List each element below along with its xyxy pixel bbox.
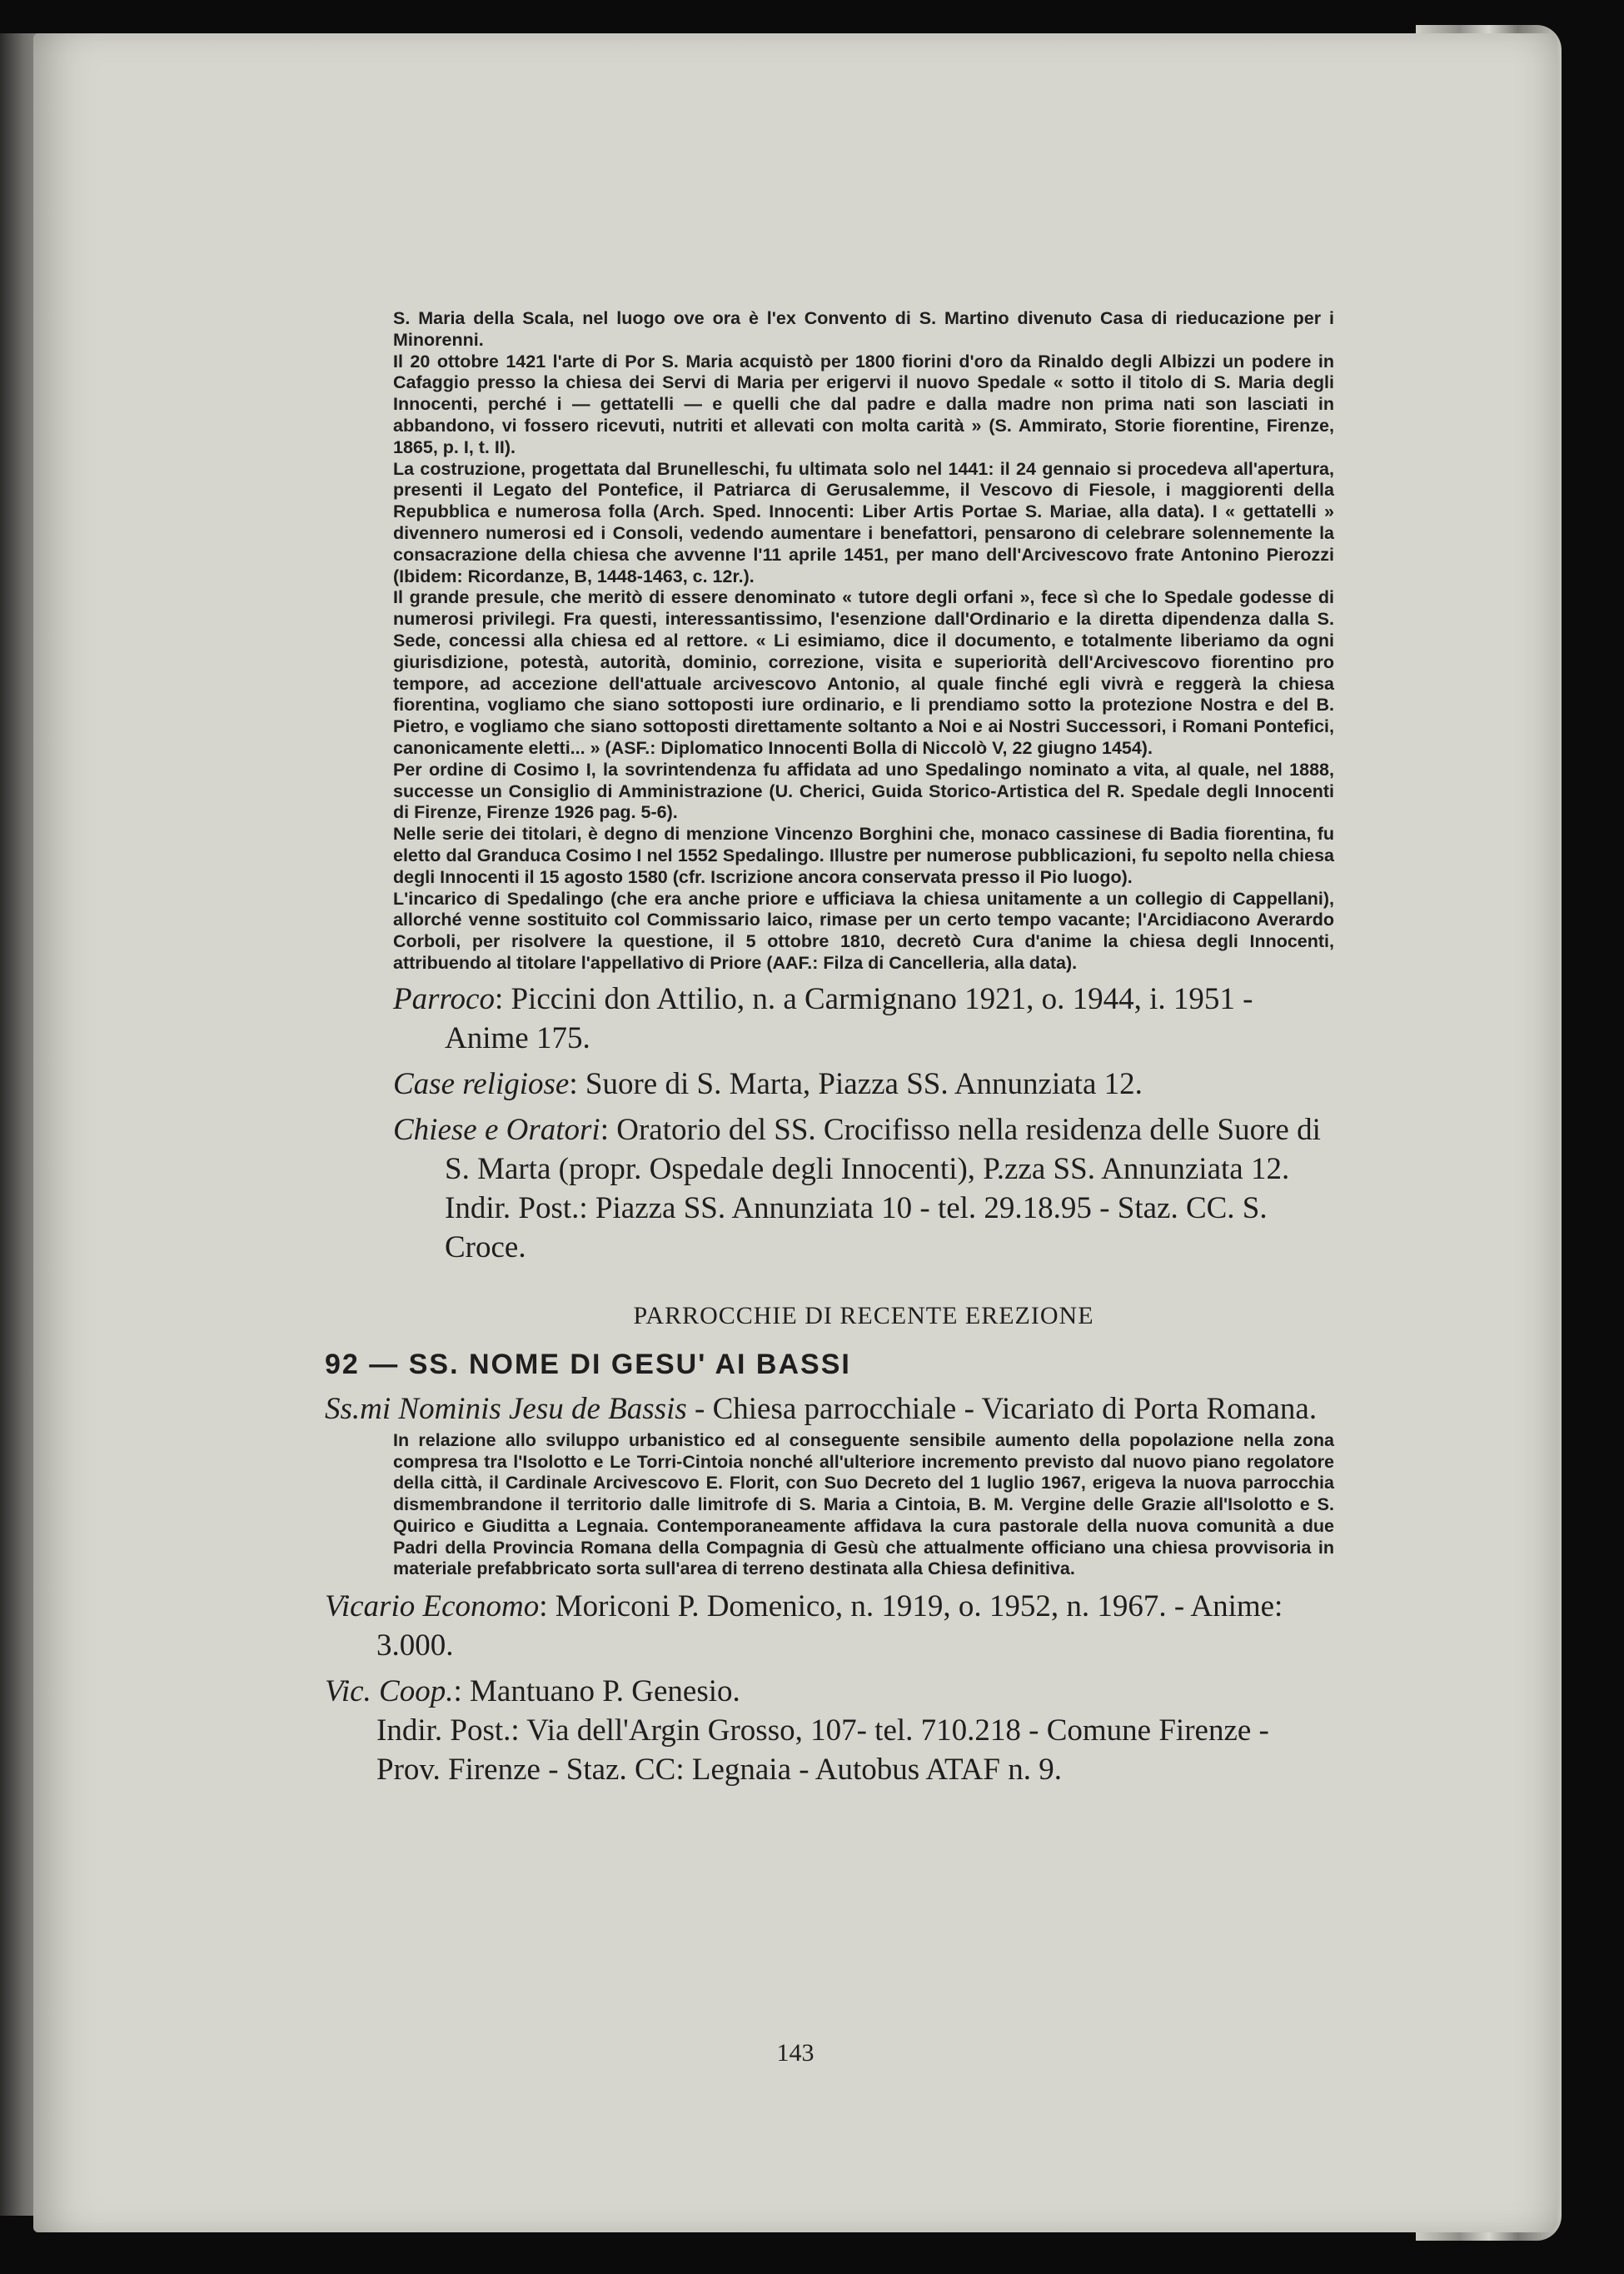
case-text: Suore di S. Marta, Piazza SS. Annunziata 12. — [585, 1066, 1143, 1101]
case-entry: Case religiose: Suore di S. Marta, Piazza SS. Annunziata 12. — [393, 1066, 1143, 1101]
parish-92-note — [393, 1430, 1334, 1581]
coop-entry: Vic. Coop.: Mantuano P. Genesio. — [325, 1674, 740, 1709]
parish-description: - Chiesa parrocchiale - Vicariato di Porta Romana. — [695, 1391, 1318, 1426]
book-page — [33, 33, 1557, 2232]
parish-name-entry — [325, 1389, 1334, 1429]
text-column — [325, 308, 1334, 1789]
parish-91-details — [393, 980, 1334, 1267]
history-paragraph: Il grande presule, che meritò di essere denominato « tutore degli orfani », fece sì che lo Spedale godesse di numerosi privilegi. Fra questi, interessantissimo, l'esenzione dall'Ordinario e la diretta dipendenza dalla S. Sede, concessi alla chiesa ed al rettore. « Li esimiamo, dice il documento, e totalmente liberiamo da ogni giurisdizione, potestà, autorità, dominio, correzione, visita e superiorità dell'Arcivescovo fiorentino pro tempore, ad accezione dell'attuale arcivescovo Antonio, al quale finché egli vivrà e reggerà la chiesa fiorentina, vogliamo che siano sottoposti iure ordinario, e li prendiamo sotto la protezione Nostra e del B. Pietro, e vogliamo che siano sottoposti direttamente soltanto a Noi e ai Nostri Successori, i Romani Pontefici, canonicamente eletti... » (ASF.: Diplomatico Innocenti Bolla di Niccolò V, 22 giugno 1454). — [393, 587, 1334, 758]
vicario-entry: Vicario Economo: Moriconi P. Domenico, n. 1919, o. 1952, n. 1967. - Anime: 3.000. — [325, 1589, 1283, 1663]
history-paragraph: Nelle serie dei titolari, è degno di menzione Vincenzo Borghini che, monaco cassinese di Badia fiorentina, fu eletto dal Granduca Cosimo I nel 1552 Spedalingo. Illustre per numerose pubblicazioni, fu sepolto nella chiesa degli Innocenti il 15 agosto 1580 (cfr. Iscrizione ancora conservata presso il Pio luogo). — [393, 824, 1334, 887]
history-paragraph: La costruzione, progettata dal Brunelleschi, fu ultimata solo nel 1441: il 24 gennaio si procedeva all'apertura, presenti il Legato del Pontefice, il Patriarca di Gerusalemme, il Vescovo di Fiesole, i maggiorenti della Repubblica e numerosa folla (Arch. Sped. Innocenti: Liber Artis Portae S. Mariae, alla data). I « gettatelli » divennero numerosi ed i Consoli, vedendo aumentare i benefattori, pensarono di celebrare solennemente la consacrazione della chiesa che avvenne l'11 aprile 1451, per mano dell'Arcivescovo frate Antonino Pierozzi (Ibidem: Ricordanze, B, 1448-1463, c. 12r.). — [393, 458, 1334, 586]
case-label: Case religiose — [393, 1066, 570, 1101]
coop-label: Vic. Coop. — [325, 1674, 454, 1709]
chiese-address: Indir. Post.: Piazza SS. Annunziata 10 - tel. 29.18.95 - Staz. CC. S. Croce. — [445, 1190, 1268, 1264]
history-paragraph: Il 20 ottobre 1421 l'arte di Por S. Maria acquistò per 1800 fiorini d'oro da Rinaldo degli Albizzi un podere in Cafaggio presso la chiesa dei Servi di Maria per erigervi il nuovo Spedale « sotto il titolo di S. Maria degli Innocenti, perché i — gettatelli — e quelli che dal padre e dalla madre non prima nati son lasciati in abbandono, vi fossero ricevuti, nutriti et allevati con molta carità » (S. Ammirato, Storie fiorentine, Firenze, 1865, p. I, t. II). — [393, 351, 1334, 457]
parroco-label: Parroco — [393, 981, 495, 1016]
coop-text: Mantuano P. Genesio. — [470, 1674, 740, 1709]
page-number: 143 — [776, 2039, 814, 2067]
parroco-text: Piccini don Attilio, n. a Carmignano 1921, o. 1944, i. 1951 - Anime 175. — [445, 981, 1253, 1055]
parish-title: 92 — SS. NOME DI GESU' AI BASSI — [325, 1348, 851, 1380]
parish-latin-name: Ss.mi Nominis Jesu de Bassis — [325, 1391, 687, 1426]
parish-note-text: In relazione allo sviluppo urbanistico ed al conseguente sensibile aumento della popolazione nella zona compresa tra l'Isolotto e Le Torri-Cintoia nonché all'ulteriore incremento previsto dal nuovo piano regolatore della città, il Cardinale Arcivescovo E. Florit, con Suo Decreto del 1 luglio 1967, erigeva la nuova parrocchia dismembrandone il territorio dalle limitrofe di S. Maria a Cintoia, B. M. Vergine delle Grazie all'Isolotto e S. Quirico e Giuditta a Legnaia. Contemporaneamente affidava la cura pastorale della nuova comunità a due Padri della Provincia Romana della Compagnia di Gesù che attualmente officiano una chiesa provvisoria in materiale prefabbricato sorta sull'area di terreno destinata alla Chiesa definitiva. — [393, 1429, 1334, 1579]
vicario-label: Vicario Economo — [325, 1589, 540, 1624]
section-heading: PARROCCHIE DI RECENTE EREZIONE — [633, 1301, 1094, 1329]
history-paragraph: S. Maria della Scala, nel luogo ove ora è l'ex Convento di S. Martino divenuto Casa di rieducazione per i Minorenni. — [393, 308, 1334, 350]
history-paragraph: Per ordine di Cosimo I, la sovrintendenza fu affidata ad uno Spedalingo nominato a vita, al quale, nel 1888, successe un Consiglio di Amministrazione (U. Cherici, Guida Storico-Artistica del R. Spedale degli Innocenti di Firenze, Firenze 1926 pag. 5-6). — [393, 759, 1334, 823]
history-note — [393, 308, 1334, 975]
parish-92-address: Indir. Post.: Via dell'Argin Grosso, 107- tel. 710.218 - Comune Firenze - Prov. Firenze - Staz. CC: Legnaia - Autobus ATAF n. 9. — [376, 1713, 1269, 1788]
vicario-text: Moriconi P. Domenico, n. 1919, o. 1952, n. 1967. - Anime: 3.000. — [376, 1589, 1283, 1663]
parish-92-staff — [325, 1587, 1334, 1789]
chiese-label: Chiese e Oratori — [393, 1112, 600, 1147]
parroco-entry: Parroco: Piccini don Attilio, n. a Carmignano 1921, o. 1944, i. 1951 - Anime 175. — [393, 981, 1253, 1055]
history-paragraph: L'incarico di Spedalingo (che era anche priore e ufficiava la chiesa unitamente a un collegio di Cappellani), allorché venne sostituito col Commissario laico, rimase per un certo tempo vacante; l'Arcidiacono Averardo Corboli, per risolvere la questione, il 5 ottobre 1810, decretò Cura d'anime la chiesa degli Innocenti, attribuendo al titolare l'appellativo di Priore (AAF.: Filza di Cancelleria, alla data). — [393, 888, 1334, 973]
chiese-entry: Chiese e Oratori: Oratorio del SS. Crocifisso nella residenza delle Suore di S. Marta (propr. Ospedale degli Innocenti), P.zza SS. Annunziata 12. — [393, 1112, 1321, 1186]
chiese-text: Oratorio del SS. Crocifisso nella residenza delle Suore di S. Marta (propr. Ospedale degli Innocenti), P.zza SS. Annunziata 12. — [445, 1112, 1321, 1186]
parish-92-details — [325, 1389, 1334, 1429]
